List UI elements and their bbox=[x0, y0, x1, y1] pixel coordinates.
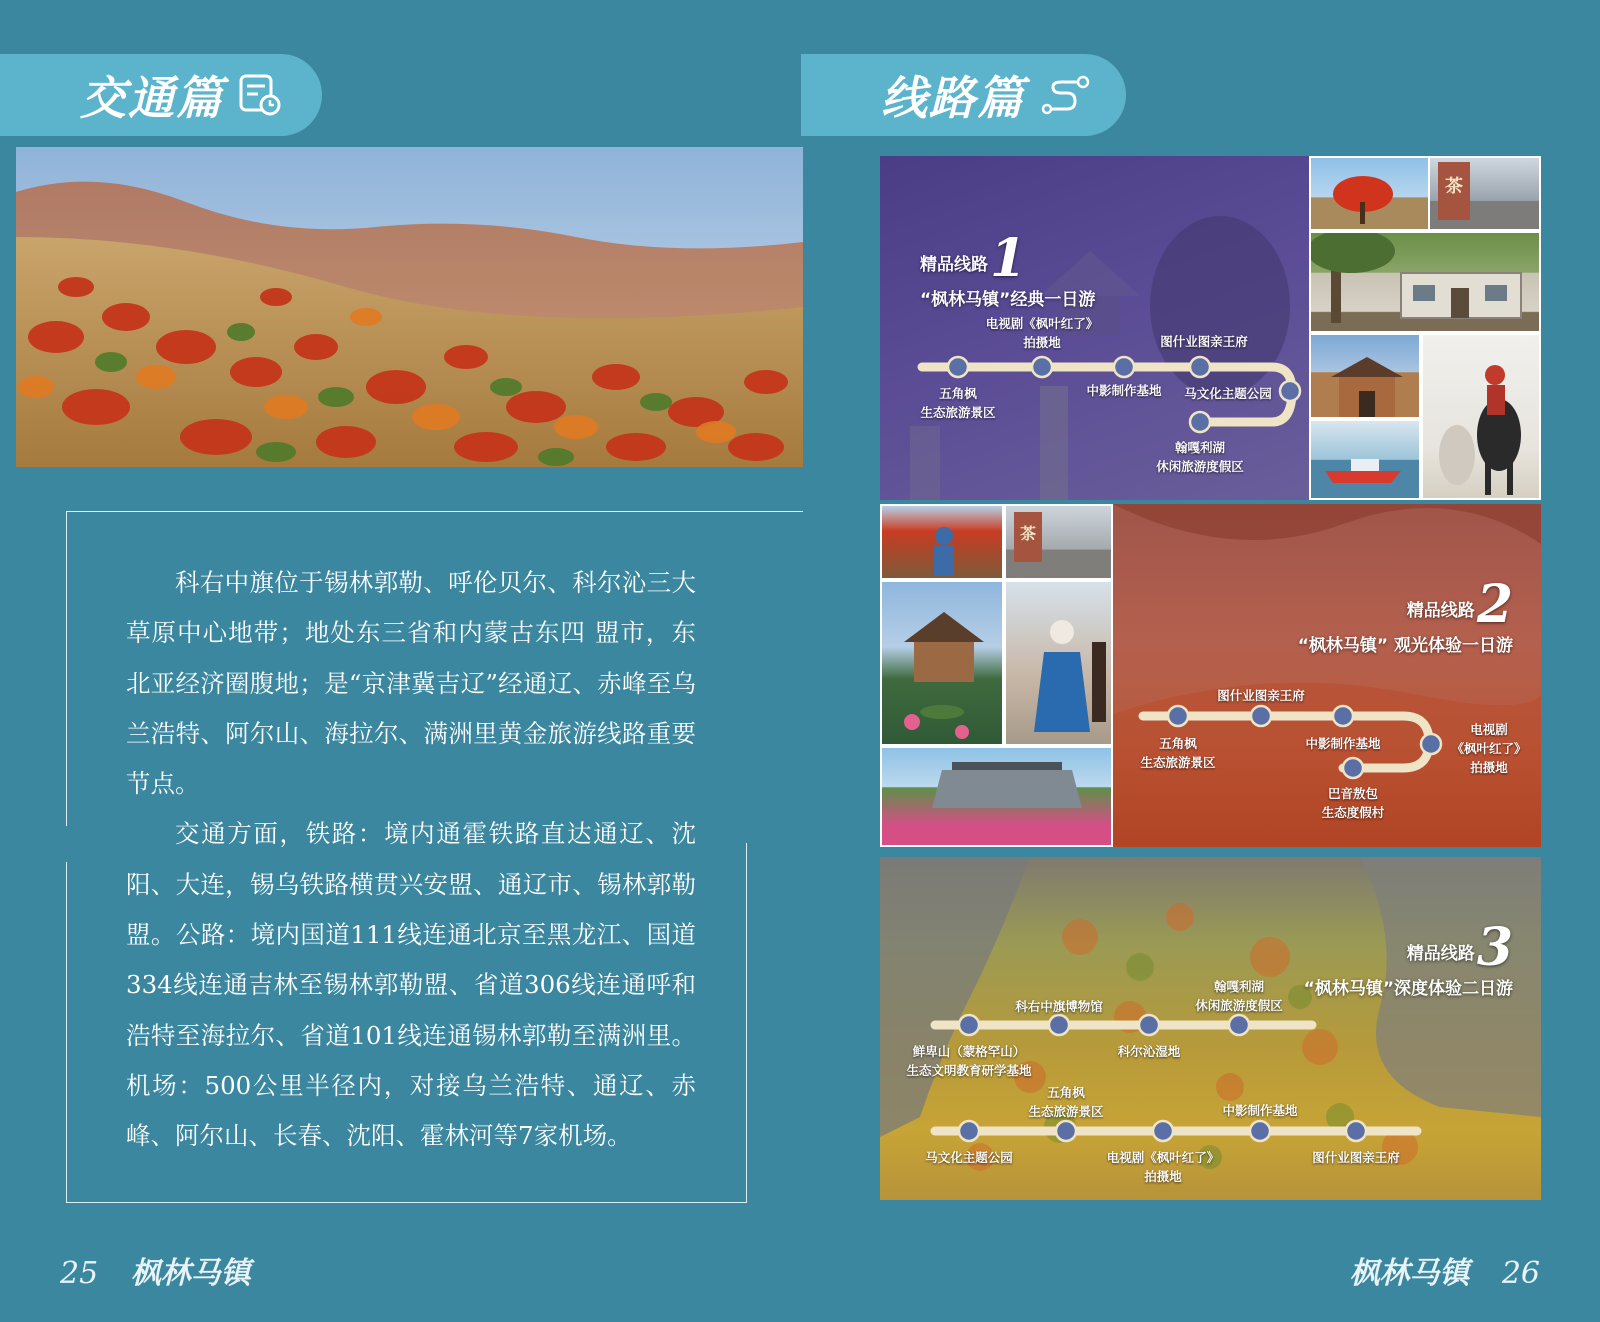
route-section-title: 线路篇 bbox=[881, 71, 1025, 125]
route-1-stop-5: 马文化主题公园 bbox=[1184, 386, 1272, 401]
transport-section-tab bbox=[0, 54, 322, 136]
route-2-number: 2 bbox=[1476, 574, 1513, 635]
route-2-label: 精品线路 bbox=[1406, 601, 1475, 621]
text-frame-top bbox=[66, 511, 803, 512]
maple-tree-photo bbox=[1309, 156, 1430, 231]
transport-body-text bbox=[126, 558, 696, 1162]
paragraph-location: 科右中旗位于锡林郭勒、呼伦贝尔、科尔沁三大草原中心地带；地处东三省和内蒙古东四 盟市，东北亚经济圈腹地；是“京津冀吉辽”经通辽、赤峰至乌兰浩特、阿尔山、海拉尔、满洲里黄金旅游线路重要节点。 bbox=[126, 568, 696, 799]
route-2-heading bbox=[1298, 574, 1513, 656]
route-2-panel bbox=[1113, 504, 1541, 847]
route-3-stop-9: 图什业图亲王府 bbox=[1312, 1150, 1400, 1165]
route-3-stop-5: 马文化主题公园 bbox=[925, 1150, 1013, 1165]
route-1-stop-1: 五角枫 生态旅游景区 bbox=[920, 386, 996, 420]
route-3-subtitle: “枫林马镇”深度体验二日游 bbox=[1303, 979, 1513, 999]
tea-sign: 茶 bbox=[1438, 162, 1470, 220]
route-3-number: 3 bbox=[1476, 917, 1513, 978]
route-2-stop-1: 五角枫 生态旅游景区 bbox=[1140, 736, 1216, 770]
route-1-stop-6: 翰嘎利湖 休闲旅游度假区 bbox=[1156, 440, 1244, 474]
left-page-number: 25 bbox=[60, 1256, 99, 1291]
route-1-number: 1 bbox=[990, 228, 1027, 289]
right-footer bbox=[1349, 1248, 1540, 1292]
horse-racing-photo bbox=[1421, 333, 1541, 500]
tea-house-street-photo-2 bbox=[1004, 504, 1113, 580]
text-frame-right bbox=[746, 843, 747, 1203]
route-2-stop-4: 电视剧 《枫叶红了》 拍摄地 bbox=[1451, 722, 1527, 775]
mongolian-costume-photo bbox=[1004, 580, 1113, 746]
route-2-stop-5: 巴音敖包 生态度假村 bbox=[1321, 786, 1385, 820]
autumn-maple-landscape-photo bbox=[16, 147, 803, 467]
route-3-label: 精品线路 bbox=[1406, 944, 1475, 964]
text-frame-left-lower bbox=[66, 862, 67, 1202]
route-3-stop-8: 中影制作基地 bbox=[1222, 1103, 1298, 1118]
route-1-stop-4: 图什业图亲王府 bbox=[1160, 334, 1248, 349]
route-3-stop-3: 科尔沁湿地 bbox=[1117, 1044, 1181, 1059]
route-3-stop-6: 五角枫 生态旅游景区 bbox=[1028, 1085, 1104, 1119]
route-3-stop-7: 电视剧《枫叶红了》 拍摄地 bbox=[1106, 1150, 1220, 1184]
speedboat-photo bbox=[1309, 419, 1421, 500]
route-1-heading bbox=[920, 228, 1095, 310]
route-1-panel bbox=[880, 156, 1309, 500]
route-1-stop-3: 中影制作基地 bbox=[1086, 383, 1162, 398]
tea-house-street-photo bbox=[1428, 156, 1541, 231]
text-frame-bottom bbox=[66, 1202, 747, 1203]
route-2-stop-3: 中影制作基地 bbox=[1305, 736, 1381, 751]
transport-section-title: 交通篇 bbox=[80, 71, 224, 125]
maple-performer-photo bbox=[880, 504, 1004, 580]
old-house-photo bbox=[1309, 231, 1541, 333]
route-3-stop-4: 翰嘎利湖 休闲旅游度假区 bbox=[1195, 979, 1283, 1013]
tea-sign-2: 茶 bbox=[1014, 512, 1042, 562]
palace-gate-photo bbox=[1309, 333, 1421, 419]
left-footer-brand: 枫林马镇 bbox=[130, 1256, 251, 1291]
left-footer bbox=[60, 1248, 251, 1292]
paragraph-transport: 交通方面，铁路：境内通霍铁路直达通辽、沈阳、大连，锡乌铁路横贯兴安盟、通辽市、锡林郭勒盟。公路：境内国道111线连通北京至黑龙江、国道334线连通吉林至锡林郭勒盟、省道306线连通呼和浩特至海拉尔、省道101线连通锡林郭勒至满洲里。机场：500公里半径内，对接乌兰浩特、通辽、赤峰、阿尔山、长春、沈阳、霍林河等7家机场。 bbox=[126, 819, 696, 1151]
route-1-label: 精品线路 bbox=[920, 255, 988, 275]
right-footer-brand: 枫林马镇 bbox=[1349, 1256, 1470, 1291]
right-page-number: 26 bbox=[1501, 1256, 1540, 1291]
route-3-panel bbox=[880, 857, 1541, 1200]
flower-slide-photo bbox=[880, 746, 1113, 847]
lotus-pavilion-photo bbox=[880, 580, 1004, 746]
route-3-stop-2: 科右中旗博物馆 bbox=[1015, 999, 1103, 1014]
route-2-stop-2: 图什业图亲王府 bbox=[1217, 688, 1305, 703]
transport-icon bbox=[238, 73, 282, 117]
route-3-heading bbox=[1304, 917, 1513, 999]
route-2-subtitle: “枫林马镇” 观光体验一日游 bbox=[1297, 636, 1513, 656]
route-1-stop-2: 电视剧《枫叶红了》 拍摄地 bbox=[985, 316, 1099, 350]
route-section-tab bbox=[801, 54, 1126, 136]
route-icon bbox=[1039, 73, 1093, 117]
route-3-stop-1: 鲜卑山（蒙格罕山） 生态文明教育研学基地 bbox=[906, 1044, 1032, 1078]
route-1-subtitle: “枫林马镇”经典一日游 bbox=[920, 290, 1096, 310]
text-frame-left-upper bbox=[66, 511, 67, 826]
